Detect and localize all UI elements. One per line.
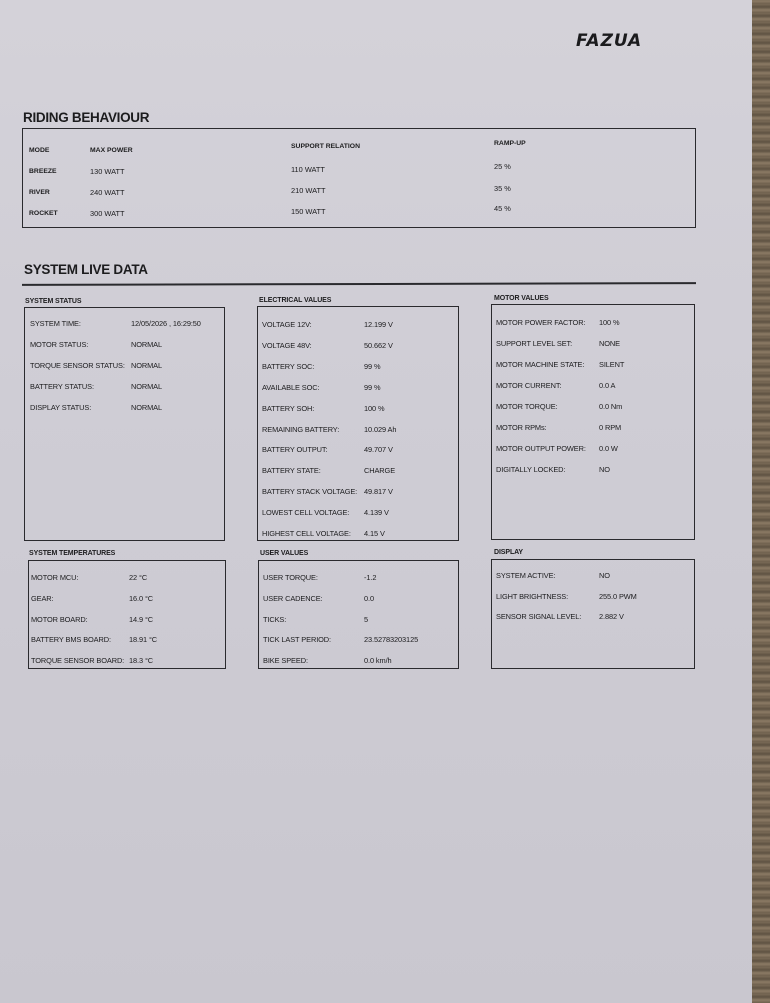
motor-values-title: MOTOR VALUES bbox=[494, 295, 549, 302]
field-value: 0.0 A bbox=[599, 381, 616, 390]
support-river: 210 WATT bbox=[291, 186, 326, 195]
system-temperatures-title: SYSTEM TEMPERATURES bbox=[29, 550, 116, 557]
field-label: BATTERY SOH: bbox=[262, 403, 315, 413]
field-value: 50.662 V bbox=[364, 340, 393, 350]
fazua-logo: FAZUA bbox=[576, 31, 643, 51]
field-value: 0.0 bbox=[364, 593, 374, 603]
col-header-support-relation: SUPPORT RELATION bbox=[291, 143, 360, 150]
field-label: LOWEST CELL VOLTAGE: bbox=[262, 508, 350, 518]
field-label: VOLTAGE 12V: bbox=[262, 320, 312, 329]
support-rocket: 150 WATT bbox=[291, 207, 326, 216]
field-value: 99 % bbox=[364, 382, 381, 392]
system-live-data-title: SYSTEM LIVE DATA bbox=[24, 262, 148, 277]
field-label: VOLTAGE 48V: bbox=[262, 340, 312, 350]
mode-rocket: ROCKET bbox=[29, 210, 58, 217]
field-value: 22 °C bbox=[129, 573, 148, 582]
riding-behaviour-table bbox=[22, 128, 696, 228]
field-value: 10.029 Ah bbox=[364, 424, 397, 434]
section-divider bbox=[22, 282, 696, 285]
field-label: LIGHT BRIGHTNESS: bbox=[496, 591, 569, 601]
field-label: USER CADENCE: bbox=[263, 593, 323, 603]
field-label: SYSTEM TIME: bbox=[30, 319, 81, 328]
field-label: AVAILABLE SOC: bbox=[262, 382, 320, 392]
field-label: TORQUE SENSOR BOARD: bbox=[31, 656, 125, 666]
field-value: NORMAL bbox=[131, 361, 163, 370]
field-value: 18.91 °C bbox=[129, 635, 158, 645]
field-label: REMAINING BATTERY: bbox=[262, 424, 340, 434]
field-value: 16.0 °C bbox=[129, 593, 154, 603]
system-status-box bbox=[24, 307, 225, 541]
field-label: MOTOR RPMs: bbox=[496, 423, 547, 432]
field-label: MOTOR MCU: bbox=[31, 573, 79, 582]
field-value: 0.0 km/h bbox=[364, 656, 392, 666]
field-value: 5 bbox=[364, 614, 369, 624]
motor-values-box bbox=[491, 304, 695, 540]
field-value: SILENT bbox=[599, 360, 625, 369]
field-label: DISPLAY STATUS: bbox=[30, 403, 92, 412]
field-value: NO bbox=[599, 465, 610, 474]
field-label: MOTOR MACHINE STATE: bbox=[496, 360, 585, 369]
field-label: BATTERY SOC: bbox=[262, 361, 315, 371]
col-header-max-power: MAX POWER bbox=[90, 147, 133, 154]
support-breeze: 110 WATT bbox=[291, 165, 325, 174]
field-value: NORMAL bbox=[131, 403, 163, 412]
col-header-ramp-up: RAMP-UP bbox=[494, 140, 526, 147]
field-label: MOTOR STATUS: bbox=[30, 340, 89, 349]
field-label: SUPPORT LEVEL SET: bbox=[496, 339, 573, 348]
field-label: BATTERY STACK VOLTAGE: bbox=[262, 487, 358, 497]
field-value: -1.2 bbox=[364, 573, 377, 582]
col-header-mode: MODE bbox=[29, 147, 50, 154]
field-value: 100 % bbox=[364, 403, 385, 413]
field-label: MOTOR POWER FACTOR: bbox=[496, 318, 586, 327]
field-value: 2.882 V bbox=[599, 612, 624, 621]
field-label: BATTERY STATUS: bbox=[30, 382, 94, 391]
mode-breeze: BREEZE bbox=[29, 168, 57, 175]
field-value: 4.139 V bbox=[364, 508, 389, 518]
ramp-rocket: 45 % bbox=[494, 204, 511, 213]
max-power-river: 240 WATT bbox=[90, 188, 125, 197]
user-values-box bbox=[258, 560, 459, 669]
field-label: SYSTEM ACTIVE: bbox=[496, 571, 556, 580]
max-power-rocket: 300 WATT bbox=[90, 209, 125, 218]
field-value: NO bbox=[599, 571, 610, 580]
field-label: BATTERY STATE: bbox=[262, 466, 321, 476]
field-label: USER TORQUE: bbox=[263, 573, 318, 582]
system-temperatures-box bbox=[28, 560, 226, 669]
field-value: 49.707 V bbox=[364, 445, 393, 455]
field-label: TORQUE SENSOR STATUS: bbox=[30, 361, 125, 370]
field-label: BATTERY BMS BOARD: bbox=[31, 635, 111, 645]
field-label: MOTOR BOARD: bbox=[31, 614, 88, 624]
field-value: CHARGE bbox=[364, 466, 396, 476]
electrical-values-box bbox=[257, 306, 459, 541]
mode-river: RIVER bbox=[29, 189, 50, 196]
ramp-breeze: 25 % bbox=[494, 162, 511, 171]
field-label: MOTOR OUTPUT POWER: bbox=[496, 444, 586, 453]
field-label: DIGITALLY LOCKED: bbox=[496, 465, 566, 474]
field-label: MOTOR CURRENT: bbox=[496, 381, 562, 390]
display-box bbox=[491, 559, 695, 669]
max-power-breeze: 130 WATT bbox=[90, 167, 125, 176]
system-status-title: SYSTEM STATUS bbox=[25, 298, 82, 305]
field-value: 100 % bbox=[599, 318, 620, 327]
riding-behaviour-title: RIDING BEHAVIOUR bbox=[23, 110, 150, 125]
field-label: GEAR: bbox=[31, 593, 54, 603]
field-label: BIKE SPEED: bbox=[263, 656, 308, 666]
field-label: TICKS: bbox=[263, 614, 287, 624]
field-label: MOTOR TORQUE: bbox=[496, 402, 558, 411]
field-value: 4.15 V bbox=[364, 529, 385, 538]
field-label: BATTERY OUTPUT: bbox=[262, 445, 328, 455]
field-value: NONE bbox=[599, 339, 620, 348]
field-value: NORMAL bbox=[131, 382, 163, 391]
field-value: 99 % bbox=[364, 361, 381, 371]
electrical-values-title: ELECTRICAL VALUES bbox=[259, 297, 332, 304]
field-value: 0 RPM bbox=[599, 423, 622, 432]
field-value: 12.199 V bbox=[364, 320, 393, 329]
field-label: HIGHEST CELL VOLTAGE: bbox=[262, 529, 351, 538]
field-label: TICK LAST PERIOD: bbox=[263, 635, 331, 645]
field-value: NORMAL bbox=[131, 340, 163, 349]
field-value: 23.52783203125 bbox=[364, 635, 419, 645]
field-value: 49.817 V bbox=[364, 487, 393, 497]
field-value: 14.9 °C bbox=[129, 614, 154, 624]
user-values-title: USER VALUES bbox=[260, 550, 309, 557]
field-value: 0.0 W bbox=[599, 444, 618, 453]
display-title: DISPLAY bbox=[494, 549, 523, 556]
field-value: 255.0 PWM bbox=[599, 591, 637, 601]
field-value: 12/05/2026 , 16:29:50 bbox=[131, 319, 201, 328]
field-value: 0.0 Nm bbox=[599, 402, 623, 411]
field-value: 18.3 °C bbox=[129, 656, 154, 666]
ramp-river: 35 % bbox=[494, 184, 511, 193]
field-label: SENSOR SIGNAL LEVEL: bbox=[496, 612, 582, 621]
